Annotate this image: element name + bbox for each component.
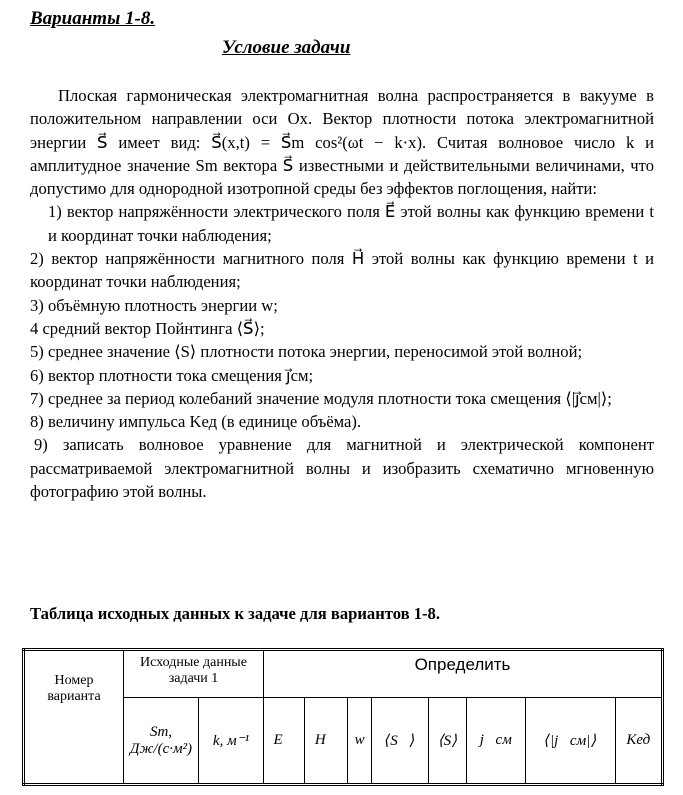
task-item: 7) среднее за период колебаний значение модуля плотности тока смещения ⟨|j⃗см|⟩; xyxy=(30,388,612,408)
header-determine: Определить xyxy=(264,650,663,698)
task-item: 9) записать волновое уравнение для магнитной и электрической компонент рассматриваемой электромагнитной волны и изобразить схематично мгновенную фотографию этой волны. xyxy=(30,435,654,502)
task-item: 8) величину импульса Kед (в единице объёма). xyxy=(30,412,362,432)
table-title: Таблица исходных данных к задаче для вариантов 1-8. xyxy=(30,604,440,623)
source-data-table xyxy=(22,648,664,786)
intro-paragraph: Плоская гармоническая электромагнитная волна распространяется в вакууме в положительном направлении оси Ox. Вектор плотности потока электромагнитной энергии S⃗ имеет вид: S⃗(x,t) = S⃗m cos²(ωt − k·x). Считая волновое число k и амплитудное значение Sm вектора S⃗ известными и действительными величинами, что допустимо для однородной изотропной среды без эффектов поглощения, найти: xyxy=(30,86,654,199)
header-j: j⃗см xyxy=(466,698,525,785)
header-mean-s-vector: ⟨S⃗⟩ xyxy=(372,698,429,785)
header-mean-j: ⟨|j⃗см|⟩ xyxy=(525,698,615,785)
problem-text xyxy=(30,84,654,503)
problem-heading: Условие задачи xyxy=(222,37,351,58)
header-source: Исходные данные задачи 1 xyxy=(124,650,264,698)
task-item: 6) вектор плотности тока смещения j⃗см; xyxy=(30,365,314,385)
header-e: E⃗ xyxy=(264,698,305,785)
header-sm: Sm, Дж/(с·м²) xyxy=(124,698,199,785)
task-item: 4 средний вектор Пойнтинга ⟨S⃗⟩; xyxy=(30,318,265,338)
header-w: w xyxy=(348,698,372,785)
variants-heading: Варианты 1-8. xyxy=(30,8,156,29)
header-k-ed: Kед xyxy=(615,698,662,785)
task-item: 3) объёмную плотность энергии w; xyxy=(30,295,278,315)
task-item: 1) вектор напряжённости электрического поля E⃗ этой волны как функцию времени t и координат точки наблюдения; xyxy=(48,202,654,245)
task-item: 5) среднее значение ⟨S⟩ плотности потока энергии, переносимой этой волной; xyxy=(30,342,583,362)
header-mean-s: ⟨S⟩ xyxy=(428,698,466,785)
header-k: k, м⁻¹ xyxy=(199,698,264,785)
header-variant: Номер варианта xyxy=(24,650,124,785)
task-item: 2) вектор напряжённости магнитного поля H⃗ этой волны как функцию времени t и координат точки наблюдения; xyxy=(30,249,654,292)
header-h: H⃗ xyxy=(304,698,347,785)
